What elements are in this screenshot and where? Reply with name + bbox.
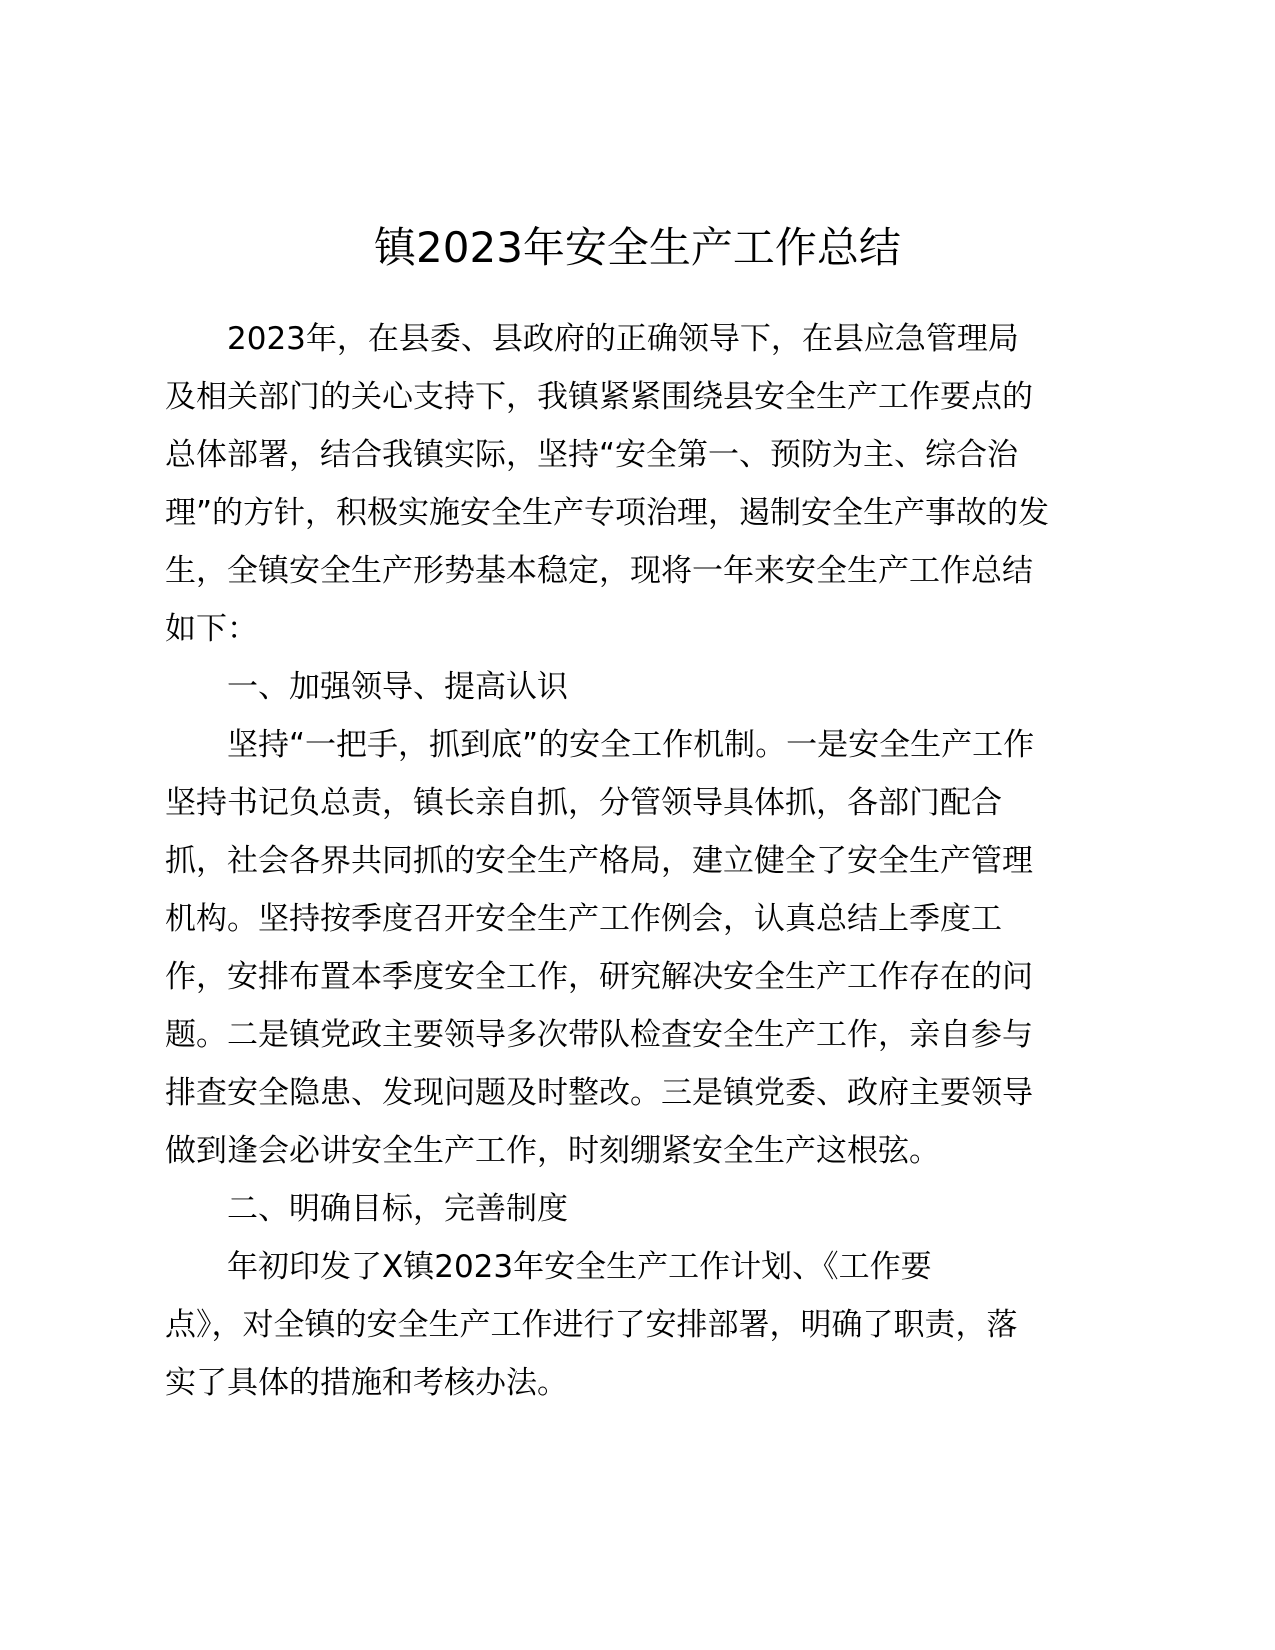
section-1-line: 抓，社会各界共同抓的安全生产格局，建立健全了安全生产管理 bbox=[165, 843, 1033, 879]
section-2-paragraph bbox=[165, 1238, 1110, 1412]
section-2-line: 年初印发了X镇2023年安全生产工作计划、《工作要 bbox=[227, 1249, 932, 1285]
section-1-line: 做到逢会必讲安全生产工作，时刻绷紧安全生产这根弦。 bbox=[165, 1133, 940, 1169]
section-2-line: 点》，对全镇的安全生产工作进行了安排部署，明确了职责，落 bbox=[165, 1307, 1018, 1343]
section-1-line: 坚持书记负总责，镇长亲自抓，分管领导具体抓，各部门配合 bbox=[165, 785, 1002, 821]
section-heading-1: 一、加强领导、提高认识 bbox=[227, 669, 568, 705]
intro-line: 如下： bbox=[165, 611, 258, 647]
section-1-line: 题。二是镇党政主要领导多次带队检查安全生产工作，亲自参与 bbox=[165, 1017, 1033, 1053]
document-title: 镇2023年安全生产工作总结 bbox=[374, 223, 901, 272]
intro-paragraph bbox=[165, 310, 1110, 658]
section-1-line: 坚持“一把手，抓到底”的安全工作机制。一是安全生产工作 bbox=[227, 727, 1035, 763]
section-2-line: 实了具体的措施和考核办法。 bbox=[165, 1365, 568, 1401]
section-1-line: 机构。坚持按季度召开安全生产工作例会，认真总结上季度工 bbox=[165, 901, 1002, 937]
intro-line: 2023年，在县委、县政府的正确领导下，在县应急管理局 bbox=[227, 321, 1019, 357]
document-body bbox=[165, 310, 1110, 1412]
section-1-line: 排查安全隐患、发现问题及时整改。三是镇党委、政府主要领导 bbox=[165, 1075, 1033, 1111]
section-1-paragraph bbox=[165, 716, 1110, 1180]
intro-line: 理”的方针，积极实施安全生产专项治理，遏制安全生产事故的发 bbox=[165, 495, 1050, 531]
intro-line: 总体部署，结合我镇实际，坚持“安全第一、预防为主、综合治 bbox=[165, 437, 1019, 473]
section-1-line: 作，安排布置本季度安全工作，研究解决安全生产工作存在的问 bbox=[165, 959, 1033, 995]
intro-line: 及相关部门的关心支持下，我镇紧紧围绕县安全生产工作要点的 bbox=[165, 379, 1033, 415]
intro-line: 生，全镇安全生产形势基本稳定，现将一年来安全生产工作总结 bbox=[165, 553, 1033, 589]
section-heading-2: 二、明确目标，完善制度 bbox=[227, 1191, 568, 1227]
